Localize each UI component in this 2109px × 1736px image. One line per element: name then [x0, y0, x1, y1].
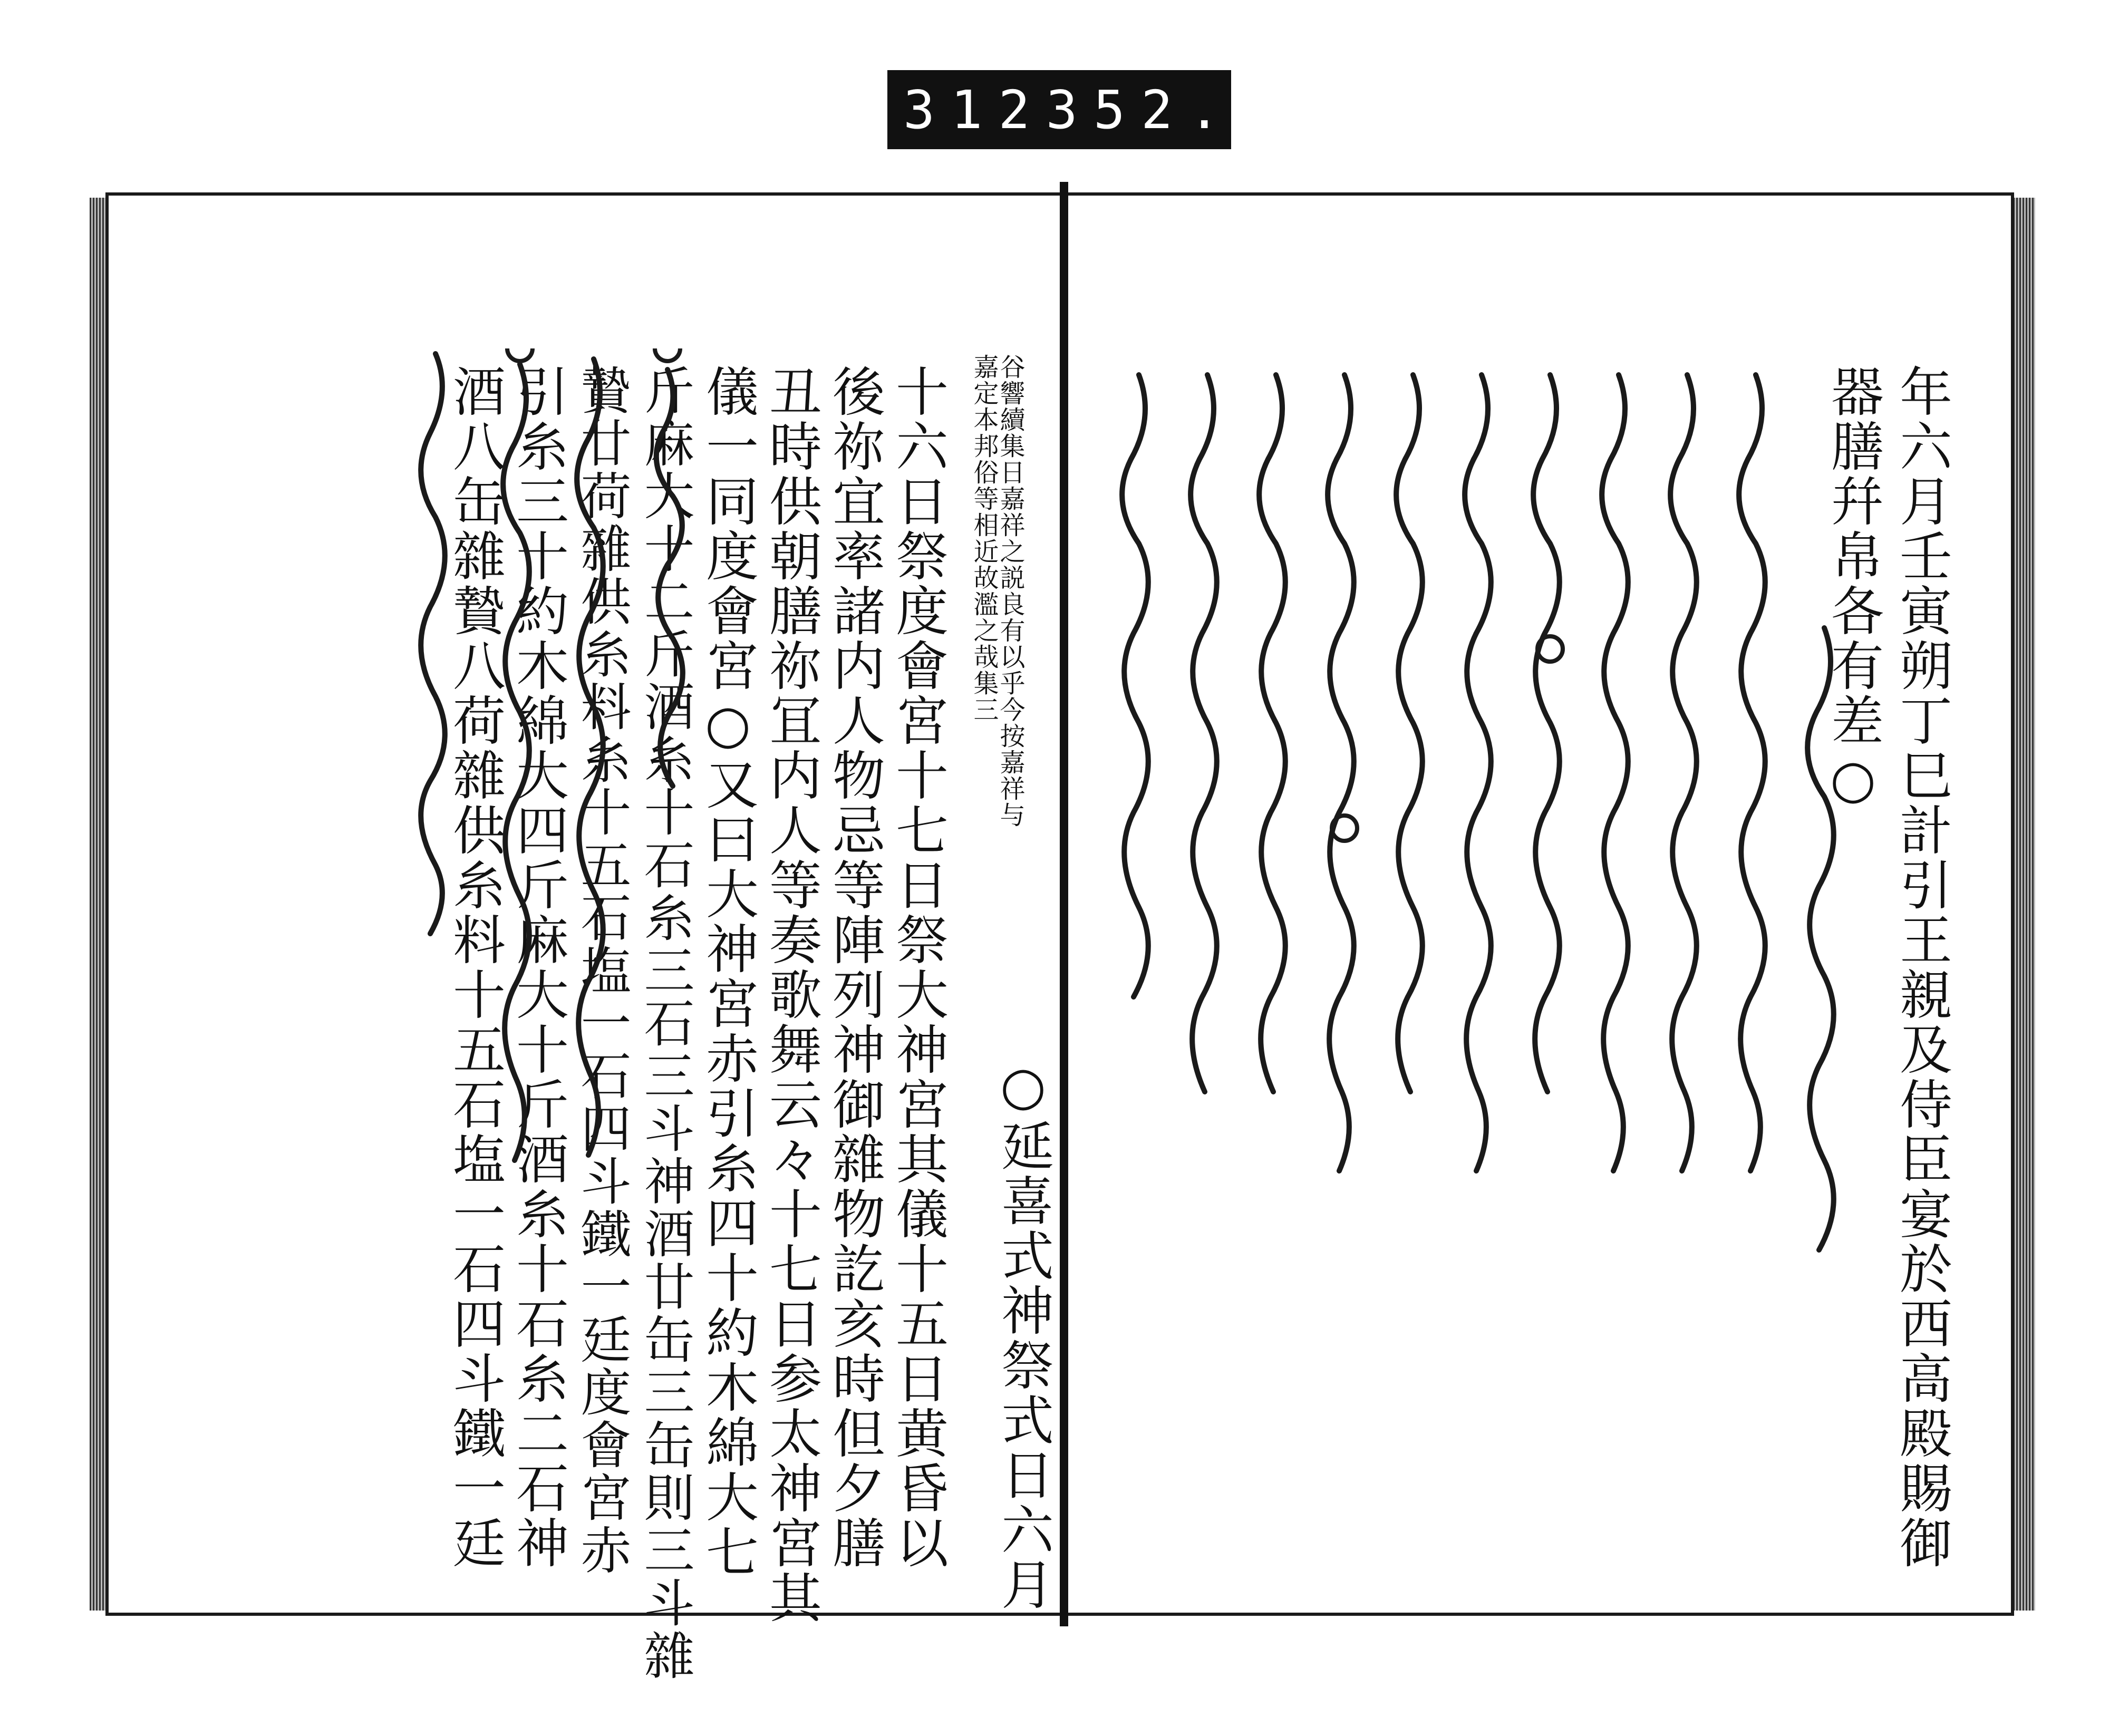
printed-line-2: 十六日祭度會宮十七日祭大神宮其儀十五日黄昏以 [887, 364, 949, 1570]
note-line-2: 嘉定本邦俗等相近故濫之哉集三 [969, 354, 999, 723]
note-line-1: 谷響續集日嘉祥之説良有以乎今按嘉祥与 [995, 354, 1025, 828]
page-number-label [887, 70, 1236, 149]
right-page [1065, 192, 2014, 1616]
printed-line-8: 引糸三十約木綿大四斤麻大十斤酒糸十石糸二石神 [507, 364, 569, 1570]
right-printed-line-1: 年六月壬寅朔丁巳計引王親及侍臣宴於西高殿賜御 [1891, 364, 1952, 1570]
book-gutter [1060, 182, 1068, 1626]
printed-line-7: 贄廿荷雜供糸料糸十五石塩一石四斗鐵一廷度會宮赤 [573, 364, 632, 1577]
page-number-left: 312 [903, 79, 1046, 141]
open-book [105, 177, 2014, 1682]
printed-line-1: ○延喜式神祭式日六月 [992, 1055, 1054, 1612]
printed-line-3: 後祢宜率諸内人物忌等陣列神御雜物訖亥時但夕膳 [824, 364, 885, 1570]
printed-line-4: 丑時供朝膳祢冝内人等奏歌舞云々十七日参太神宮其 [760, 364, 822, 1625]
handwritten-columns-right [1097, 364, 1866, 1577]
page-number-right: 352. [1046, 79, 1236, 141]
left-page [105, 192, 1065, 1682]
printed-line-9: 酒八缶雜贄八荷雜供糸料十五石塩一石四斗鐵一廷 [444, 364, 506, 1570]
printed-line-5: 儀一同度會宮○又曰大神宮赤引糸四十約木綿大七 [697, 364, 759, 1579]
right-printed-line-2: 器膳幷帛各有差○ [1822, 364, 1884, 812]
handwritten-columns-left [204, 348, 731, 1561]
printed-line-6: 斤麻大十二斤酒糸十石糸三石三斗神酒廿缶三缶則三斗雜 [636, 364, 695, 1682]
